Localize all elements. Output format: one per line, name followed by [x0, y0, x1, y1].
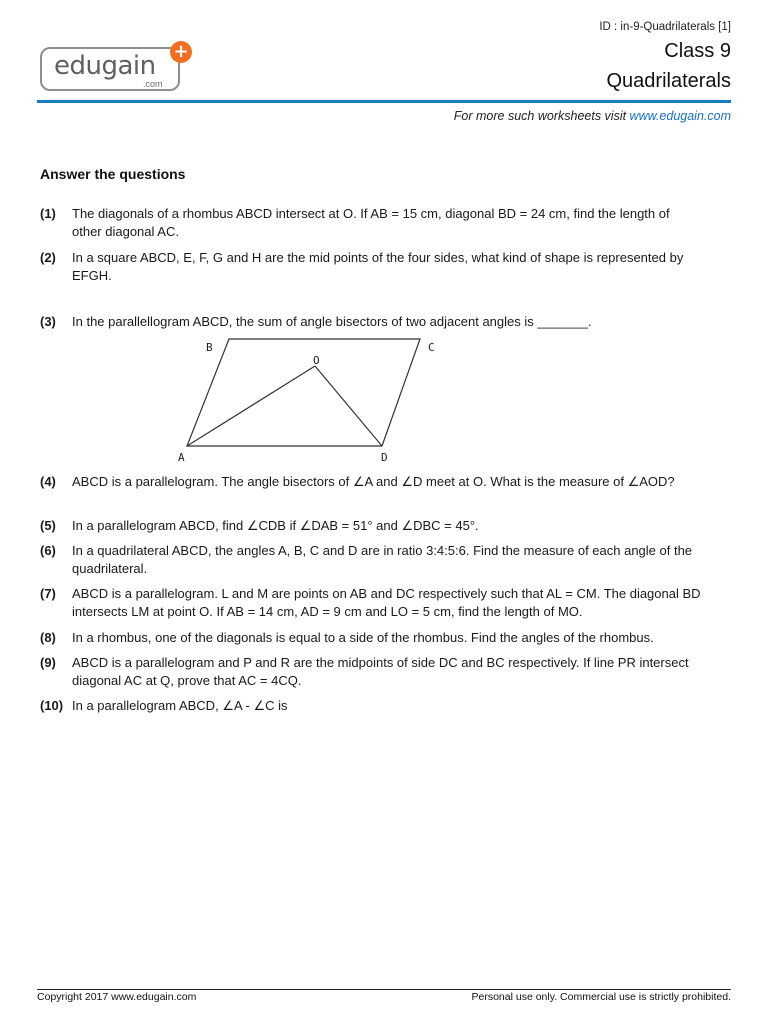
subject-title: Quadrilaterals	[606, 70, 731, 92]
question-text: In a parallelogram ABCD, ∠A - ∠C is	[72, 698, 288, 713]
question-text: In a square ABCD, E, F, G and H are the mid points of the four sides, what kind of shape is represented by EFGH.	[72, 250, 684, 283]
logo-domain-suffix: .com	[143, 79, 163, 89]
edugain-link[interactable]: www.edugain.com	[629, 109, 731, 123]
label-b: B	[206, 341, 213, 354]
worksheet-id: ID : in-9-Quadrilaterals [1]	[599, 21, 731, 33]
question-text: In a quadrilateral ABCD, the angles A, B, C and D are in ratio 3:4:5:6. Find the measure of each angle of the quadrilateral.	[72, 543, 693, 576]
label-o: O	[313, 354, 320, 367]
question-number: (3)	[40, 314, 56, 329]
footer-copyright: Copyright 2017 www.edugain.com	[37, 991, 197, 1003]
bisector-ao	[187, 366, 315, 446]
plus-icon: +	[170, 41, 192, 63]
question-text: In a rhombus, one of the diagonals is equal to a side of the rhombus. Find the angles of the rhombus.	[72, 630, 654, 645]
question-number: (1)	[40, 206, 56, 221]
more-worksheets-line	[454, 109, 731, 123]
footer-usage-notice: Personal use only. Commercial use is strictly prohibited.	[471, 991, 731, 1003]
parallelogram-diagram	[170, 336, 440, 464]
class-title: Class 9	[664, 40, 731, 62]
question-number: (8)	[40, 630, 56, 645]
header-divider	[37, 100, 731, 103]
bisector-do	[315, 366, 382, 446]
question-text: The diagonals of a rhombus ABCD intersect at O. If AB = 15 cm, diagonal BD = 24 cm, find the length of other diagonal AC.	[72, 206, 670, 239]
question-text: ABCD is a parallelogram. L and M are points on AB and DC respectively such that AL = CM. The diagonal BD intersects LM at point O. If AB = 14 cm, AD = 9 cm and LO = 5 cm, find the length of MO.	[72, 586, 701, 619]
question-number: (9)	[40, 655, 56, 670]
section-heading: Answer the questions	[40, 166, 186, 182]
label-d: D	[381, 451, 388, 464]
question-text: ABCD is a parallelogram. The angle bisectors of ∠A and ∠D meet at O. What is the measure of ∠AOD?	[72, 474, 675, 489]
question-number: (7)	[40, 586, 56, 601]
parallelogram-outline	[187, 339, 420, 446]
logo-wordmark: edugain	[54, 51, 156, 81]
label-a: A	[178, 451, 185, 464]
more-worksheets-text: For more such worksheets visit	[453, 109, 630, 123]
question-text: In the parallellogram ABCD, the sum of angle bisectors of two adjacent angles is _______.	[72, 314, 592, 329]
label-c: C	[428, 341, 435, 354]
question-number: (5)	[40, 518, 56, 533]
edugain-logo[interactable]	[40, 41, 192, 93]
footer-divider	[37, 989, 731, 990]
question-number: (6)	[40, 543, 56, 558]
question-number: (4)	[40, 474, 56, 489]
question-number: (10)	[40, 698, 64, 713]
question-text: ABCD is a parallelogram and P and R are the midpoints of side DC and BC respectively. If line PR intersect diagonal AC at Q, prove that AC = 4CQ.	[72, 655, 689, 688]
question-number: (2)	[40, 250, 56, 265]
question-text: In a parallelogram ABCD, find ∠CDB if ∠DAB = 51° and ∠DBC = 45°.	[72, 518, 479, 533]
